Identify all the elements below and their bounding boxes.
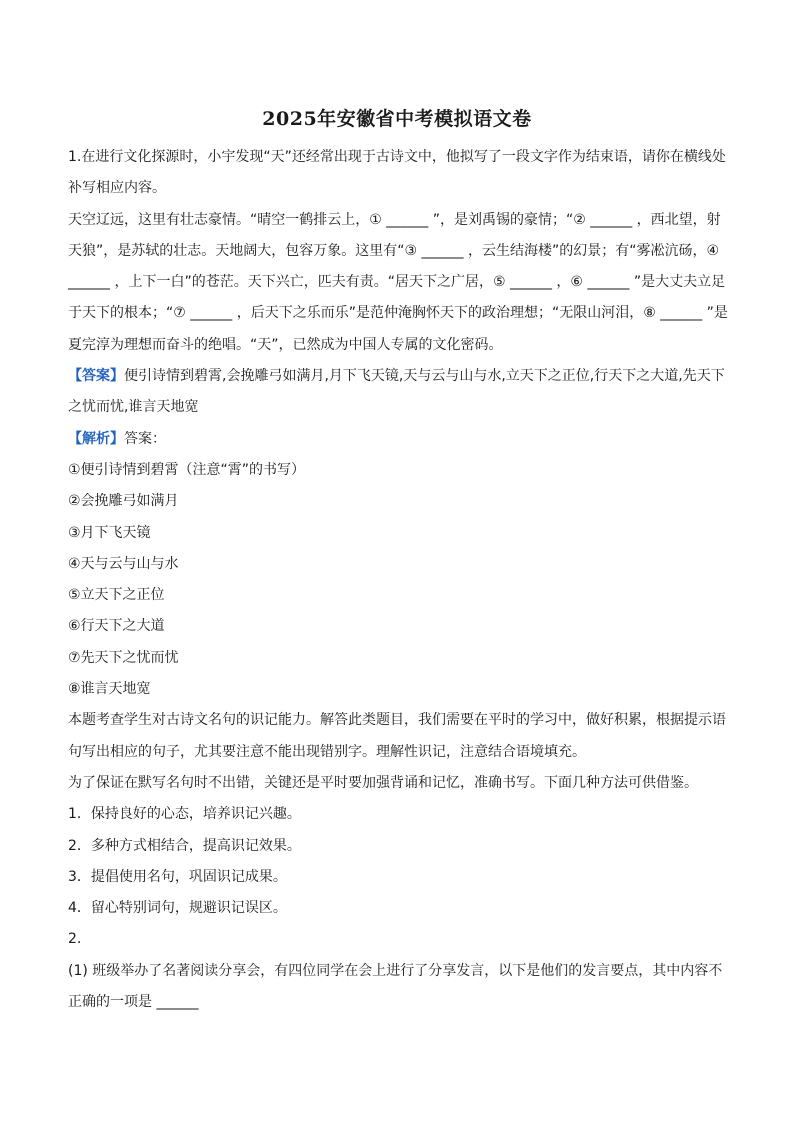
tip-item: 3．提倡使用名句，巩固识记成果。: [68, 868, 287, 885]
page-title: 2025年安徽省中考模拟语文卷: [262, 108, 532, 130]
question-2-sub1: (1) 班级举办了名著阅读分享会，有四位同学在会上进行了分享发言，以下是他们的发言要点，其中内容不正确的一项是 ______: [68, 962, 723, 1011]
explanation-paragraph: 为了保证在默写名句时不出错，关键还是平时要加强背诵和记忆，准确书写。下面几种方法可供借鉴。: [68, 774, 698, 791]
answer-item: ⑤立天下之正位: [68, 587, 165, 604]
analysis-tag: 【解析】: [68, 430, 124, 447]
answer-item: ④天与云与山与水: [68, 555, 179, 572]
answer-item: ⑥行天下之大道: [68, 618, 165, 635]
explanation-paragraph: 本题考查学生对古诗文名句的识记能力。解答此类题目，我们需要在平时的学习中，做好积累，根据提示语句写出相应的句子，尤其要注意不能出现错别字。理解性识记，注意结合语境填充。: [68, 712, 726, 760]
answer-paragraph: [68, 361, 728, 424]
answer-item: ⑧谁言天地宽: [68, 681, 151, 698]
document-body: [68, 142, 728, 1018]
tip-item: 1．保持良好的心态，培养识记兴趣。: [68, 806, 301, 823]
answer-item: ②会挽雕弓如满月: [68, 493, 179, 510]
answer-item: ⑦先天下之忧而忧: [68, 649, 179, 666]
answer-tag: 【答案】: [68, 368, 124, 385]
tip-item: 4．留心特别词句，规避识记误区。: [68, 900, 287, 917]
answer-item: ③月下飞天镜: [68, 524, 151, 541]
tip-item: 2．多种方式相结合，提高识记效果。: [68, 837, 301, 854]
question-2-number: 2.: [68, 931, 82, 948]
answer-text: 便引诗情到碧霄,会挽雕弓如满月,月下飞天镜,天与云与山与水,立天下之正位,行天下之大道,先天下之忧而忧,谁言天地宽: [68, 368, 725, 416]
answer-item: ①便引诗情到碧霄（注意“霄”的书写）: [68, 461, 306, 478]
analysis-lead: 答案：: [124, 430, 166, 447]
analysis-paragraph: [68, 424, 728, 455]
question-1-prompt: 1.在进行文化探源时，小宇发现“天”还经常出现于古诗文中，他拟写了一段文字作为结束语，请你在横线处补写相应内容。: [68, 149, 726, 197]
question-1-passage: 天空辽远，这里有壮志豪情。“晴空一鹤排云上，① ______ ”，是刘禹锡的豪情；“② ______ ，西北望，射天狼”，是苏轼的壮志。天地阔大，包容万象。这里有“③ ______ ，云生结海楼”的幻景；有“雾凇沆砀，④ ______ ，上下一白”的苍茫。天下兴亡，匹夫有责。“居天下之广居，⑤ ______ ，⑥ ______ ”是大丈夫立足于天下的根本；“⑦ ______ ，后天下之乐而乐”是范仲淹胸怀天下的政治理想；“无限山河泪，⑧ ______ ”是夏完淳为理想而奋斗的绝唱。“天”，已然成为中国人专属的文化密码。: [68, 211, 728, 353]
